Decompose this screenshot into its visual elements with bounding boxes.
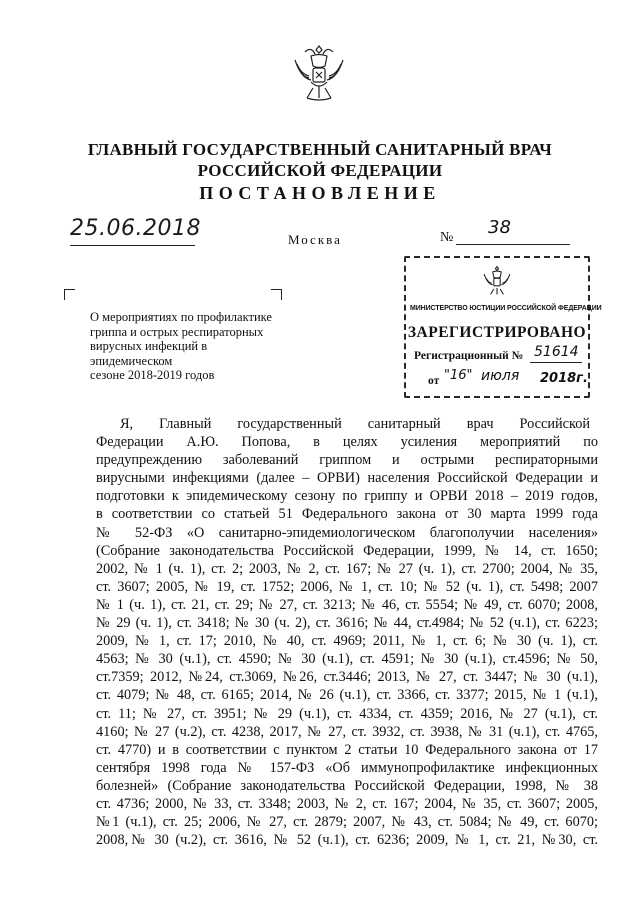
stamp-regnum-value: 51614 bbox=[534, 344, 579, 360]
body-line: 2008,№ 30 (ч.2), ст. 3616, № 52 (ч.1), ст. 6236; 2009, № 1, ст. 21, №30, ст. bbox=[96, 832, 598, 849]
subject-corner-right bbox=[271, 289, 282, 300]
body-line: (Собрание законодательства Российской Федерации, 1999, № 14, ст. 1650; bbox=[96, 542, 598, 559]
subject-corner-left bbox=[64, 289, 75, 300]
registration-stamp bbox=[404, 256, 602, 398]
stamp-ministry: МИНИСТЕРСТВО ЮСТИЦИИ РОССИЙСКОЙ ФЕДЕРАЦИИ bbox=[410, 305, 602, 312]
subject-line: гриппа и острых респираторных bbox=[90, 324, 264, 339]
body-line: сентября 1998 года № 157-ФЗ «Об иммунопрофилактике инфекционных bbox=[96, 759, 598, 776]
body-line-text: Я, Главный государственный санитарный врач Российской bbox=[120, 416, 590, 432]
body-line: вирусными инфекциями (далее – ОРВИ) населения Российской Федерации и bbox=[96, 470, 598, 487]
body-line: 4563; № 30 (ч.1), ст. 4590; № 30 (ч.1), ст. 4591; № 30 (ч.1), ст.4596; № 50, bbox=[96, 651, 598, 668]
document-body bbox=[96, 415, 598, 849]
stamp-date-month: июля bbox=[481, 368, 520, 384]
body-line: в соответствии со статьей 51 Федерального закона от 30 марта 1999 года bbox=[96, 506, 598, 523]
number-underline bbox=[456, 244, 570, 245]
stamp-registered: ЗАРЕГИСТРИРОВАНО bbox=[407, 324, 587, 341]
body-line: ст. 4770) и в соответствии с пунктом 2 статьи 10 Федерального закона от 17 bbox=[96, 741, 598, 758]
document-city: Москва bbox=[288, 232, 342, 247]
body-line: ст.7359; 2012, №24, ст.3069, №26, ст.3446; 2013, № 27, ст. 3447; № 30 (ч.1), bbox=[96, 669, 598, 686]
body-line: болезней» (Собрание законодательства Российской Федерации, 1998, № 38 bbox=[96, 777, 598, 794]
body-line: ст. 4736; 2000, № 33, ст. 3348; 2003, № 2, ст. 167; 2004, № 35, ст. 3607; 2005, bbox=[96, 795, 598, 812]
body-line: 4160; № 27 (ч.2), ст. 4238, 2017, № 27, ст. 3932, ст. 3938, № 31 (ч.1), ст. 4765, bbox=[96, 723, 598, 740]
document-date: 25.06.2018 bbox=[70, 216, 201, 241]
authority-title-line1: ГЛАВНЫЙ ГОСУДАРСТВЕННЫЙ САНИТАРНЫЙ ВРАЧ bbox=[87, 140, 553, 159]
body-line bbox=[88, 415, 590, 433]
body-line: ст. 4079; № 48, ст. 6165; 2014, № 26 (ч.1), ст. 3366, ст. 3377; 2015, № 1 (ч.1), bbox=[96, 687, 598, 704]
body-line: № 1 (ч. 1), ст. 21, ст. 29; № 27, ст. 3213; № 46, ст. 5554; № 49, ст. 6070; 2008, bbox=[96, 596, 598, 613]
body-line: подготовки к эпидемическому сезону по гриппу и ОРВИ 2018 – 2019 годов, bbox=[96, 488, 598, 505]
stamp-date-year: 2018г. bbox=[540, 371, 588, 386]
stamp-regnum-underline bbox=[530, 362, 582, 363]
subject-line: сезоне 2018-2019 годов bbox=[90, 368, 215, 382]
body-line: ст. 3607; 2005, № 19, ст. 1752; 2006, № 1, ст. 10; № 52 (ч. 1), ст. 5498; 2007 bbox=[96, 578, 598, 595]
body-line: 2009, № 1, ст. 17; 2010, № 40, ст. 4969; 2011, № 1, ст. 6; № 30 (ч. 1), ст. bbox=[96, 633, 598, 650]
body-line: предупреждению заболеваний гриппом и острыми респираторными bbox=[96, 452, 598, 469]
subject-line: О мероприятиях по профилактике bbox=[90, 310, 272, 324]
number-label: № bbox=[440, 230, 454, 245]
stamp-coat-of-arms-icon bbox=[482, 264, 512, 298]
body-line: ст. 11; № 27, ст. 3951; № 29 (ч.1), ст. 4334, ст. 4359; 2016, № 27 (ч.1), ст. bbox=[96, 705, 598, 722]
body-line: Федерации А.Ю. Попова, в целях усиления мероприятий по bbox=[96, 434, 598, 451]
date-underline bbox=[70, 245, 195, 246]
document-type: ПОСТАНОВЛЕНИЕ bbox=[199, 183, 441, 203]
subject-line: вирусных инфекций в эпидемическом bbox=[90, 339, 208, 368]
document-number: 38 bbox=[488, 217, 511, 238]
stamp-date-day: "16" bbox=[444, 368, 473, 383]
body-line: № 52-ФЗ «О санитарно-эпидемиологическом благополучии населения» bbox=[96, 524, 598, 541]
body-line: № 29 (ч. 1), ст. 3418; № 30 (ч. 2), ст. 3616; № 44, ст.4984; № 52 (ч.1), ст. 6223; bbox=[96, 615, 598, 632]
authority-title-line2: РОССИЙСКОЙ ФЕДЕРАЦИИ bbox=[197, 161, 443, 180]
stamp-regnum-label: Регистрационный № bbox=[414, 350, 524, 362]
body-line: №1 (ч.1), ст. 25; 2006, № 27, ст. 2879; 2007, № 43, ст. 5084; № 49, ст. 6070; bbox=[96, 814, 598, 831]
stamp-date-prefix: от bbox=[428, 375, 440, 387]
document-subject bbox=[90, 310, 290, 383]
coat-of-arms-icon bbox=[291, 42, 347, 104]
body-line: 2002, № 1 (ч. 1), ст. 2; 2003, № 2, ст. 167; № 27 (ч. 1), ст. 2700; 2004, № 35, bbox=[96, 560, 598, 577]
